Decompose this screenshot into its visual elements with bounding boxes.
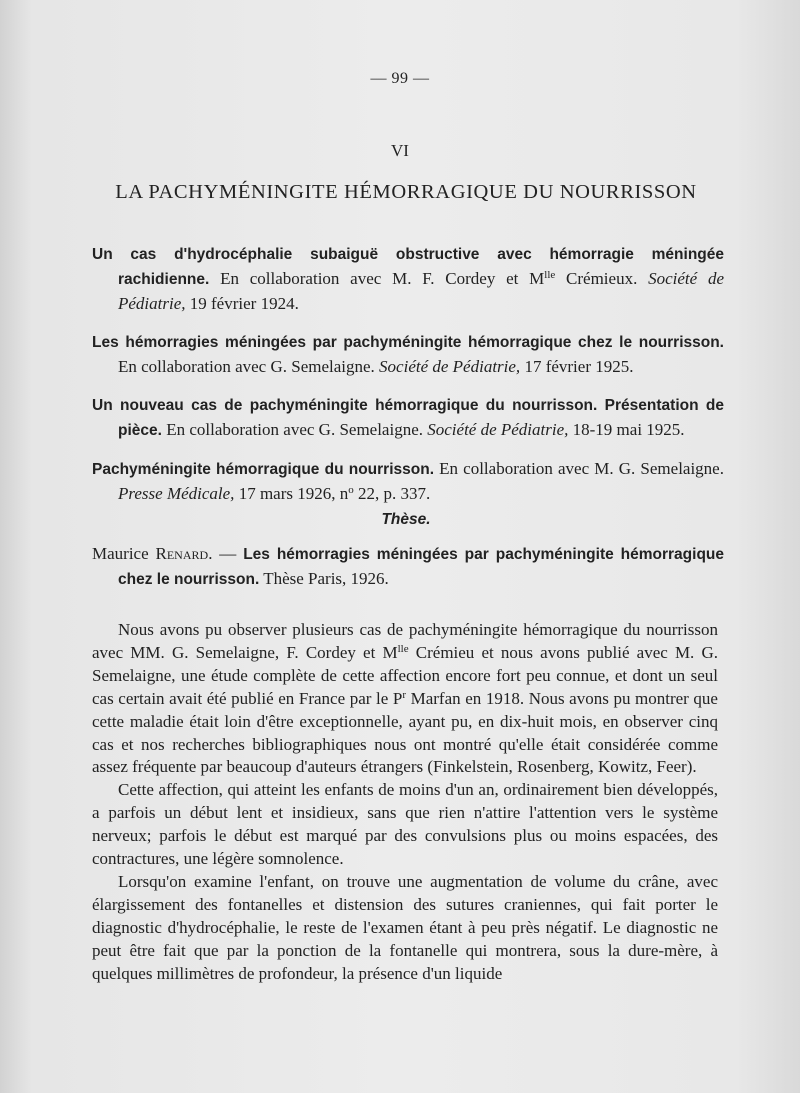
thesis-heading: Thèse.: [381, 511, 431, 528]
chapter-number: VI: [391, 141, 409, 160]
paragraph-text: Crémieu et nous avons publié avec M. G. Semelaigne, une étude complète de cette affection encore fort peu connue, et dont un seul cas certain avait été publié en France par le P: [92, 642, 718, 708]
thesis-details: Thèse Paris, 1926.: [259, 569, 389, 588]
publication-journal: Société de Pédiatrie,: [118, 269, 724, 313]
publication-entry: [92, 457, 724, 506]
publication-collaboration: En collaboration avec G. Semelaigne.: [161, 420, 428, 439]
publication-date: 18-19 mai 1925.: [568, 420, 685, 439]
publication-list: [92, 242, 724, 520]
publication-collaboration-suffix: Crémieux.: [555, 269, 649, 288]
thesis-author-first: Maurice: [92, 544, 156, 563]
thesis-title: Les hémorragies méningées par pachyméningite hémorragique chez le nourrisson.: [118, 546, 725, 588]
body-text: [92, 619, 718, 986]
publication-date: 17 mars 1926, n: [234, 484, 349, 503]
paragraph: Lorsqu'on examine l'enfant, on trouve une augmentation de volume du crâne, avec élargissement des fontanelles et distension des sutures craniennes, qui fait porter le diagnostic d'hydrocéphalie, le reste de l'examen étant à peu près négatif. Le diagnostic ne peut être fait que par la ponction de la fontanelle qui montrera, sous la dure-mère, à quelques millimètres de profondeur, la présence d'un liquide: [92, 871, 718, 983]
superscript: lle: [397, 642, 409, 655]
publication-title: Les hémorragies méningées par pachyméningite hémorragique chez le nourrisson.: [92, 334, 724, 351]
publication-journal: Presse Médicale,: [118, 484, 235, 503]
publication-date: 19 février 1924.: [185, 294, 299, 313]
thesis-entry: [92, 542, 724, 592]
publication-journal: Société de Pédiatrie,: [427, 420, 569, 439]
publication-title: Un nouveau cas de pachyméningite hémorragique du nourrisson. Présentation de pièce.: [92, 397, 724, 439]
thesis-separator: . —: [208, 544, 244, 563]
publication-entry: [92, 393, 724, 443]
superscript: r: [402, 688, 407, 701]
chapter-title: LA PACHYMÉNINGITE HÉMORRAGIQUE DU NOURRISSON: [115, 181, 697, 203]
publication-collaboration: En collaboration avec M. F. Cordey et M: [209, 269, 545, 288]
publication-journal: Société de Pédiatrie,: [379, 357, 521, 376]
publication-title: Un cas d'hydrocéphalie subaiguë obstructive avec hémorragie méningée rachidienne.: [92, 246, 724, 288]
publication-collaboration: En collaboration avec G. Semelaigne.: [118, 357, 380, 376]
paragraph-text: Nous avons pu observer plusieurs cas de pachyméningite hémorragique du nourrisson avec MM. G. Semelaigne, F. Cordey et M: [92, 620, 718, 662]
publication-date-suffix: 22, p. 337.: [353, 484, 431, 503]
superscript: o: [348, 484, 354, 496]
publication-collaboration: En collaboration avec M. G. Semelaigne.: [434, 459, 724, 478]
thesis-author-last: Renard: [155, 544, 209, 563]
publication-title: Pachyméningite hémorragique du nourrisson.: [92, 461, 434, 478]
paragraph: [92, 619, 718, 779]
paragraph: Cette affection, qui atteint les enfants de moins d'un an, ordinairement bien développés, a parfois un début lent et insidieux, sans que rien n'attire l'attention vers le système nerveux; parfois le début est marqué par des convulsions plus ou moins espacées, des contractures, une légère somnolence.: [92, 780, 718, 869]
publication-date: 17 février 1925.: [520, 357, 634, 376]
publication-entry: [92, 242, 724, 316]
thesis-section: [92, 542, 724, 592]
paragraph-text: Marfan en 1918. Nous avons pu montrer que cette maladie était loin d'être exceptionnelle, ayant pu, en dix-huit mois, en observer cinq cas et nos recherches bibliographiques nous ont montré qu'elle était considérée comme assez fréquente par beaucoup d'auteurs étrangers (Finkelstein, Rosenberg, Kowitz, Feer).: [92, 688, 718, 777]
publication-entry: [92, 330, 724, 379]
superscript: lle: [544, 269, 556, 281]
page-number: — 99 —: [370, 70, 430, 87]
